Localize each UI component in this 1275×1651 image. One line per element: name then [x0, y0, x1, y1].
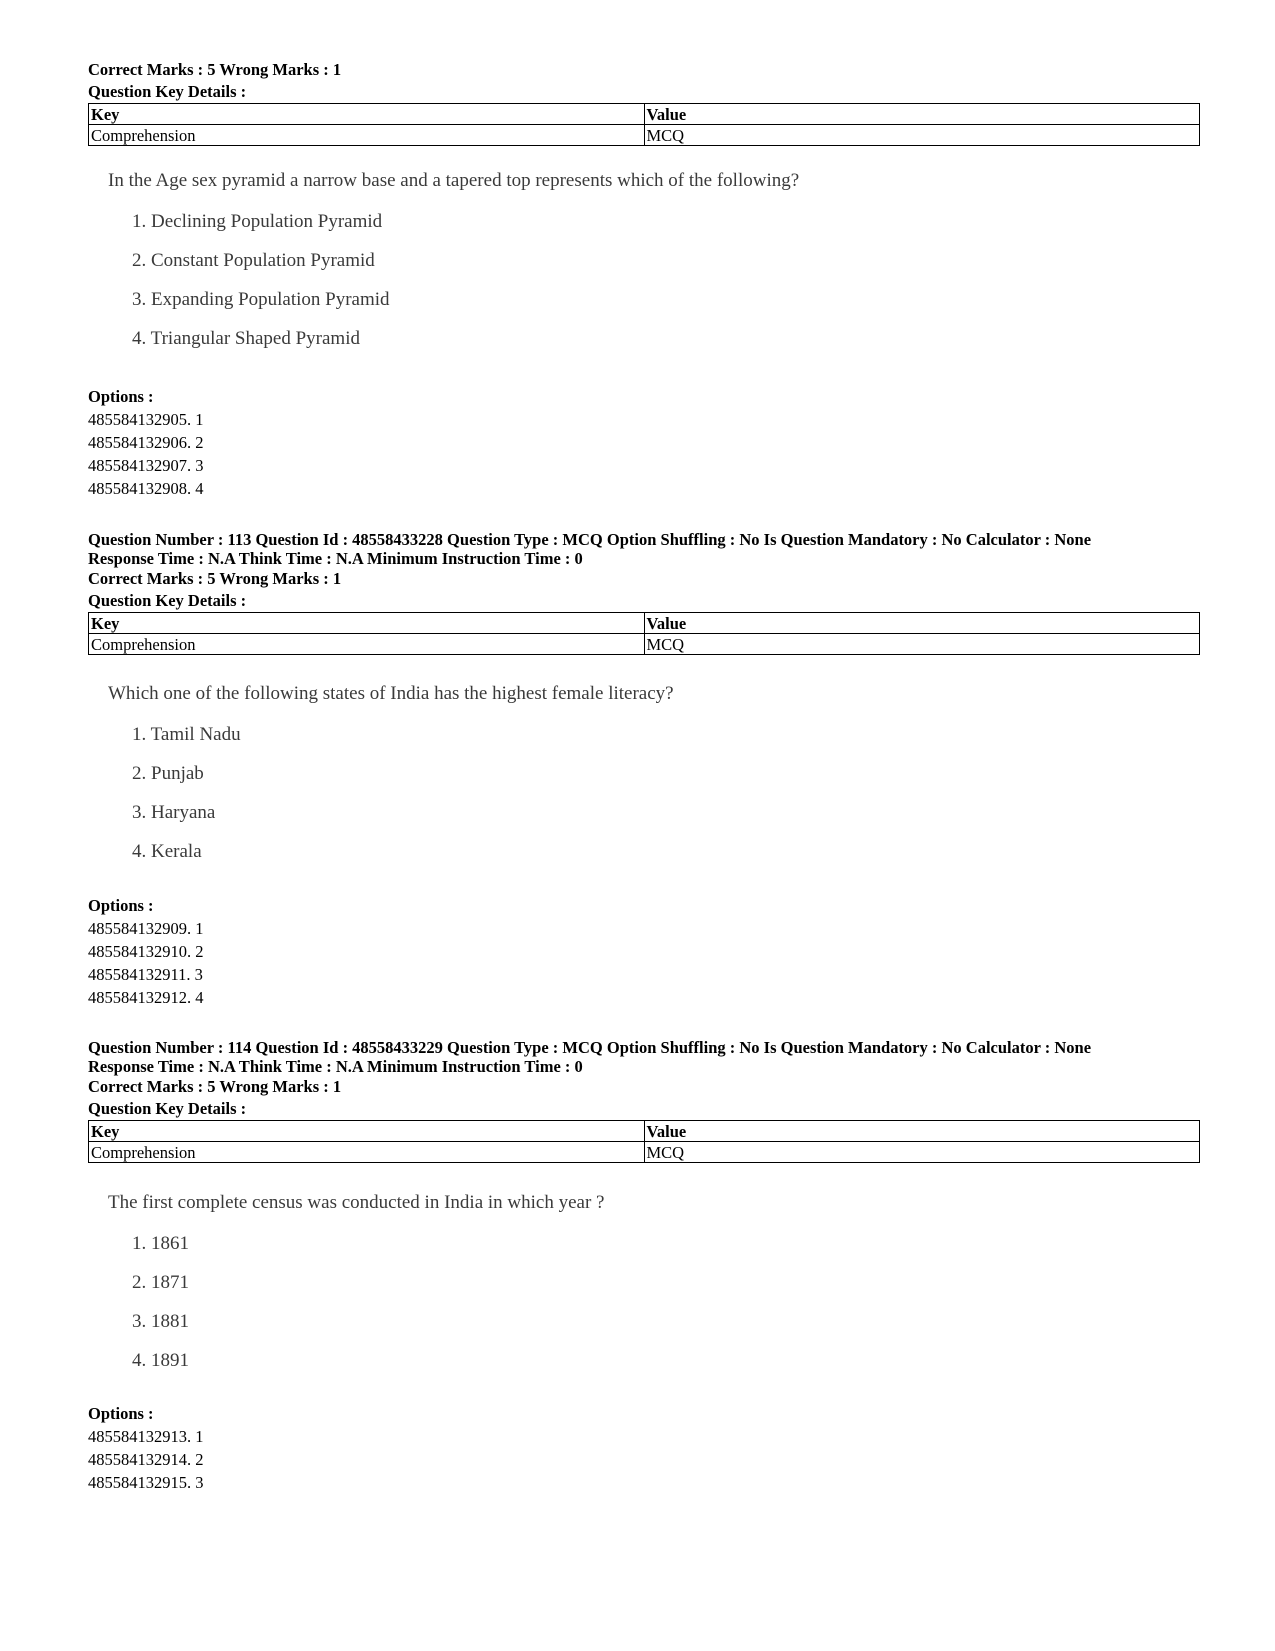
options-label: Options : — [88, 1404, 154, 1423]
option-id: 485584132910. 2 — [88, 942, 204, 961]
value-header: Value — [644, 613, 1200, 634]
option-id: 485584132905. 1 — [88, 410, 204, 429]
section-header-question — [88, 59, 1200, 146]
option-id: 485584132914. 2 — [88, 1450, 204, 1469]
value-header: Value — [644, 104, 1200, 125]
choice-item: 2. 1871 — [132, 1272, 189, 1293]
key-cell: Comprehension — [89, 634, 645, 655]
option-id: 485584132906. 2 — [88, 433, 204, 452]
question-114-header — [88, 1038, 1200, 1163]
choice-item: 1. 1861 — [132, 1233, 189, 1254]
value-cell: MCQ — [644, 1142, 1200, 1163]
choice-item: 2. Punjab — [132, 763, 204, 784]
options-block — [88, 1403, 1200, 1494]
option-id: 485584132912. 4 — [88, 988, 204, 1007]
key-cell: Comprehension — [89, 1142, 645, 1163]
question-meta: Question Number : 113 Question Id : 48558433228 Question Type : MCQ Option Shuffling : No Is Question Mandatory : No Calculator : None — [88, 530, 1092, 549]
choice-item: 1. Declining Population Pyramid — [132, 211, 383, 232]
question-image — [108, 681, 674, 863]
question-image — [108, 168, 799, 350]
question-meta-times: Response Time : N.A Think Time : N.A Minimum Instruction Time : 0 — [88, 549, 583, 568]
key-details-label: Question Key Details : — [88, 1099, 247, 1118]
question-meta-times: Response Time : N.A Think Time : N.A Minimum Instruction Time : 0 — [88, 1057, 583, 1076]
choice-item: 3. Expanding Population Pyramid — [132, 289, 390, 310]
value-cell: MCQ — [644, 634, 1200, 655]
options-block — [88, 386, 1200, 500]
marks-line: Correct Marks : 5 Wrong Marks : 1 — [88, 1077, 342, 1096]
choice-item: 2. Constant Population Pyramid — [132, 250, 375, 271]
options-label: Options : — [88, 896, 154, 915]
key-header: Key — [89, 1121, 645, 1142]
choice-item: 3. 1881 — [132, 1311, 189, 1332]
choice-item: 4. 1891 — [132, 1350, 189, 1371]
option-id: 485584132908. 4 — [88, 479, 204, 498]
option-id: 485584132909. 1 — [88, 919, 204, 938]
choice-item: 3. Haryana — [132, 802, 216, 823]
options-block — [88, 895, 1200, 1009]
option-id: 485584132907. 3 — [88, 456, 204, 475]
option-id: 485584132911. 3 — [88, 965, 203, 984]
question-text: In the Age sex pyramid a narrow base and a tapered top represents which of the following? — [108, 170, 800, 191]
value-header: Value — [644, 1121, 1200, 1142]
marks-line: Correct Marks : 5 Wrong Marks : 1 — [88, 569, 342, 588]
question-text: The first complete census was conducted in India in which year ? — [108, 1192, 605, 1213]
option-id: 485584132913. 1 — [88, 1427, 204, 1446]
question-text: Which one of the following states of India has the highest female literacy? — [108, 683, 674, 704]
choice-item: 4. Kerala — [132, 841, 202, 862]
choice-item: 1. Tamil Nadu — [132, 724, 241, 745]
key-value-table — [88, 612, 1200, 655]
marks-line: Correct Marks : 5 Wrong Marks : 1 — [88, 60, 342, 79]
question-meta: Question Number : 114 Question Id : 48558433229 Question Type : MCQ Option Shuffling : No Is Question Mandatory : No Calculator : None — [88, 1038, 1092, 1057]
key-cell: Comprehension — [89, 125, 645, 146]
key-details-label: Question Key Details : — [88, 82, 247, 101]
value-cell: MCQ — [644, 125, 1200, 146]
question-image — [108, 1190, 604, 1372]
choice-item: 4. Triangular Shaped Pyramid — [132, 328, 360, 349]
key-header: Key — [89, 613, 645, 634]
question-113-header — [88, 530, 1200, 655]
key-value-table — [88, 1120, 1200, 1163]
option-id: 485584132915. 3 — [88, 1473, 204, 1492]
key-header: Key — [89, 104, 645, 125]
key-value-table — [88, 103, 1200, 146]
key-details-label: Question Key Details : — [88, 591, 247, 610]
options-label: Options : — [88, 387, 154, 406]
